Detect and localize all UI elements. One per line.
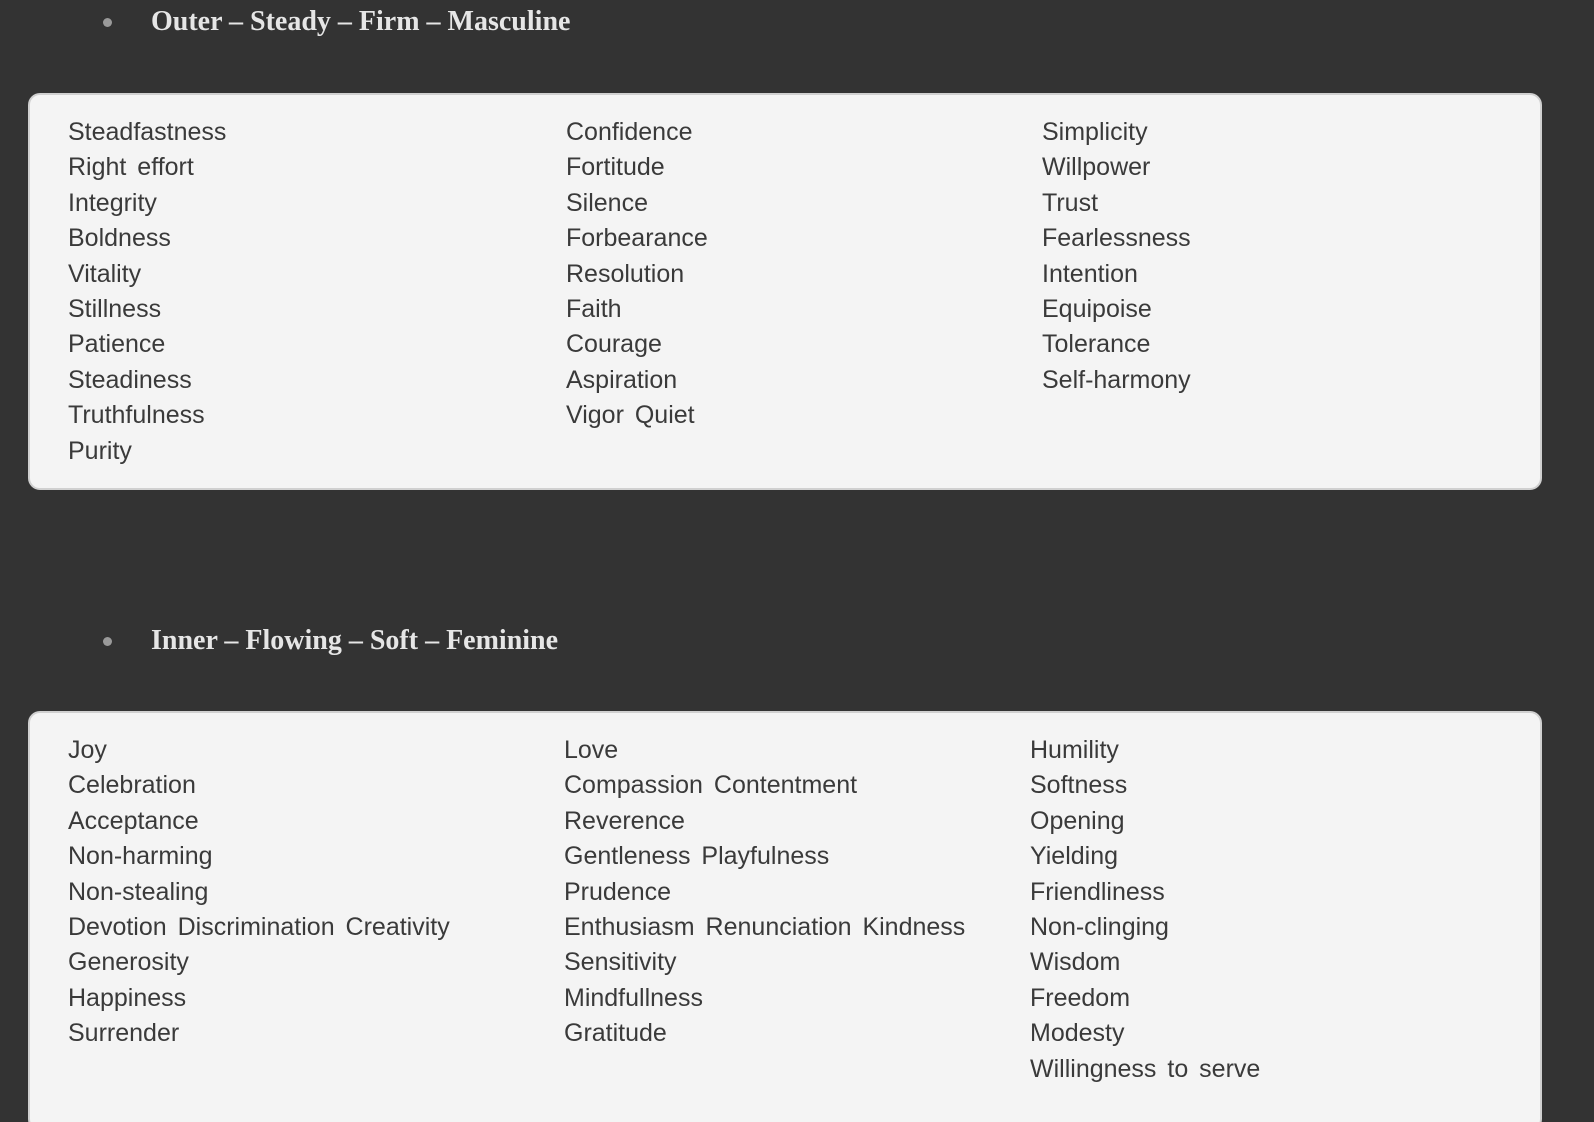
quality-item: Opening (1030, 806, 1125, 835)
quality-item: Boldness (68, 224, 171, 253)
qualities-column (1030, 733, 1260, 1087)
quality-item: Non-harming (68, 842, 213, 871)
qualities-column (1042, 115, 1191, 398)
quality-item: Reverence (564, 806, 685, 835)
quality-item: Softness (1030, 771, 1128, 800)
quality-item: Faith (566, 294, 622, 323)
quality-item: Gentleness Playfulness (564, 842, 830, 871)
quality-item: Equipoise (1042, 294, 1152, 323)
qualities-box-outer (28, 93, 1542, 490)
quality-item: Humility (1030, 736, 1119, 764)
quality-item: Acceptance (68, 806, 199, 835)
quality-item: Tolerance (1042, 330, 1151, 359)
quality-item: Joy (68, 736, 107, 764)
qualities-column (564, 733, 965, 1052)
quality-item: Willingness to serve (1030, 1054, 1261, 1083)
quality-item: Fearlessness (1042, 224, 1191, 253)
quality-item: Non-stealing (68, 877, 209, 906)
quality-item: Sensitivity (564, 948, 677, 977)
quality-item: Stillness (68, 294, 162, 323)
quality-item: Self-harmony (1042, 365, 1191, 394)
quality-item: Mindfullness (564, 983, 703, 1012)
qualities-column (68, 115, 226, 469)
quality-item: Integrity (68, 188, 157, 217)
quality-item: Love (564, 736, 619, 764)
quality-item: Willpower (1042, 153, 1151, 182)
quality-item: Devotion Discrimination Creativity (68, 912, 450, 941)
quality-item: Steadfastness (68, 118, 227, 146)
quality-item: Steadiness (68, 365, 192, 394)
quality-item: Non-clinging (1030, 912, 1169, 941)
quality-item: Happiness (68, 983, 187, 1012)
quality-item: Yielding (1030, 842, 1119, 871)
section-heading-outer (103, 6, 570, 38)
bullet-icon (103, 637, 112, 646)
qualities-column (566, 115, 708, 434)
quality-item: Right effort (68, 153, 194, 182)
quality-item: Generosity (68, 948, 189, 977)
quality-item: Fortitude (566, 153, 665, 182)
bullet-icon (103, 18, 112, 27)
quality-item: Compassion Contentment (564, 771, 858, 800)
section-heading-text: Inner – Flowing – Soft – Feminine (151, 625, 559, 656)
quality-item: Surrender (68, 1019, 180, 1048)
quality-item: Intention (1042, 259, 1138, 288)
section-heading-text: Outer – Steady – Firm – Masculine (151, 6, 571, 37)
quality-item: Wisdom (1030, 948, 1121, 977)
quality-item: Vitality (68, 259, 142, 288)
quality-item: Aspiration (566, 365, 678, 394)
quality-item: Silence (566, 188, 648, 217)
quality-item: Courage (566, 330, 662, 359)
quality-item: Gratitude (564, 1019, 667, 1048)
quality-item: Prudence (564, 877, 672, 906)
quality-item: Modesty (1030, 1019, 1125, 1048)
quality-item: Purity (68, 436, 132, 465)
quality-item: Confidence (566, 118, 693, 146)
quality-item: Forbearance (566, 224, 708, 253)
quality-item: Trust (1042, 188, 1099, 217)
qualities-column (68, 733, 450, 1052)
quality-item: Enthusiasm Renunciation Kindness (564, 912, 966, 941)
qualities-box-inner (28, 711, 1542, 1122)
quality-item: Celebration (68, 771, 196, 800)
quality-item: Friendliness (1030, 877, 1165, 906)
quality-item: Resolution (566, 259, 685, 288)
quality-item: Simplicity (1042, 118, 1148, 146)
quality-item: Truthfulness (68, 401, 205, 430)
section-heading-inner (103, 625, 558, 657)
quality-item: Vigor Quiet (566, 401, 695, 430)
quality-item: Patience (68, 330, 166, 359)
quality-item: Freedom (1030, 983, 1131, 1012)
